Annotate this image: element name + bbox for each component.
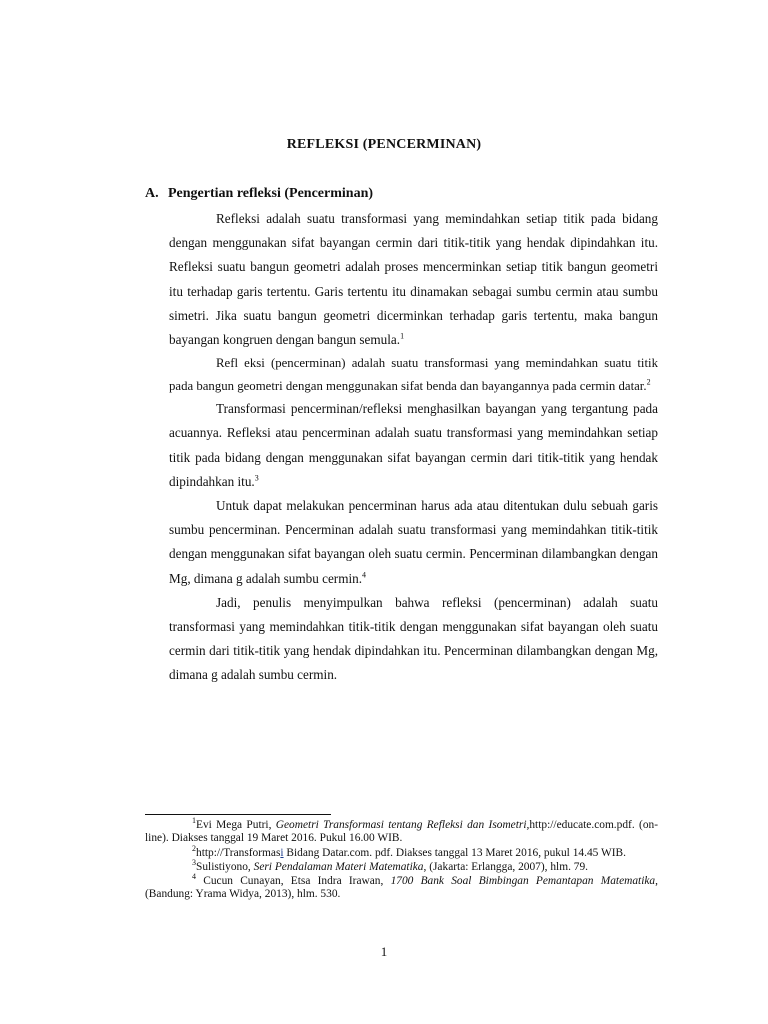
paragraph xyxy=(169,494,658,591)
footnote-ref: 3 xyxy=(254,473,259,483)
paragraph xyxy=(169,207,658,352)
section-heading xyxy=(145,186,373,202)
footnote-mark: 3 xyxy=(192,858,196,868)
footnote-author: Cucun Cunayan, Etsa Indra Irawan, xyxy=(203,875,384,888)
paragraph-text: Untuk dapat melakukan pencerminan harus ada atau ditentukan dulu sebuah garis sumbu pencerminan. Pencerminan adalah suatu transformasi yang memindahkan titik-titik dengan menggunakan sifat bayangan oleh suatu cermin. Pencerminan dilambangkan dengan Mg, dimana g adalah sumbu cermin. xyxy=(169,498,658,586)
paragraph xyxy=(169,397,658,494)
paragraph xyxy=(169,591,658,688)
body-text xyxy=(169,207,658,688)
footnote-rest: Bidang Datar.com. pdf. Diakses tanggal 13 Maret 2016, pukul 14.45 WIB. xyxy=(283,846,626,859)
footnote-mark: 4 xyxy=(192,872,196,882)
section-heading-text: Pengertian refleksi (Pencerminan) xyxy=(168,186,374,201)
footnote-ref: 1 xyxy=(400,331,405,341)
footnote-pre: http://Transformas xyxy=(196,846,281,859)
footnote-mark: 2 xyxy=(192,843,196,853)
document-title: REFLEKSI (PENCERMINAN) xyxy=(286,137,482,152)
paragraph-text: Refl eksi (pencerminan) adalah suatu transformasi yang memindahkan suatu titik pada bangun geometri dengan menggunakan sifat benda dan bayangannya pada cermin datar. xyxy=(169,356,658,393)
paragraph-text: Transformasi pencerminan/refleksi menghasilkan bayangan yang tergantung pada acuannya. Refleksi atau pencerminan adalah suatu transformasi yang memindahkan setiap titik pada bidang dengan menggunakan sifat bayangan cermin dari titik-titik yang hendak dipindahkan itu. xyxy=(169,401,658,489)
footnote-mark: 1 xyxy=(192,816,196,826)
footnote-separator xyxy=(145,814,331,815)
footnote-rest: http://educate.com.pdf. (on-line). Diakses tanggal 19 Maret 2016. Pukul 16.00 WIB. xyxy=(145,819,659,845)
section-number: A. xyxy=(145,186,159,201)
paragraph-text: Refleksi adalah suatu transformasi yang memindahkan setiap titik pada bidang dengan menggunakan sifat bayangan cermin dari titik-titik yang hendak dipindahkan itu. Refleksi suatu bangun geometri adalah proses mencerminkan setiap titik bangun geometri itu terhadap garis tertentu. Garis tertentu itu dinamakan sebagai sumbu cermin atau sumbu simetri. Jika suatu bangun geometri dicerminkan terhadap garis tertentu, maka bangun bayangan kongruen dengan bangun semula. xyxy=(169,211,658,348)
footnote-book: Seri Pendalaman Materi Matematika xyxy=(253,860,424,873)
footnote-rest: , (Bandung: Yrama Widya, 2013), hlm. 530. xyxy=(145,875,658,901)
footnote-ref: 2 xyxy=(646,377,651,387)
footnote xyxy=(145,816,659,846)
footnote xyxy=(145,858,658,874)
footnote xyxy=(145,872,658,902)
footnote-author: Sulistiyono, xyxy=(196,860,251,873)
footnote-link[interactable]: i xyxy=(280,846,284,859)
footnote-rest: , (Jakarta: Erlangga, 2007), hlm. 79. xyxy=(423,860,589,873)
footnotes xyxy=(145,816,659,903)
paragraph-text: Jadi, penulis menyimpulkan bahwa refleksi (pencerminan) adalah suatu transformasi yang memindahkan titik-titik dengan menggunakan sifat bayangan oleh suatu cermin dari titik-titik yang hendak dipindahkan itu. Pencerminan dilambangkan dengan Mg, dimana g adalah sumbu cermin. xyxy=(169,594,658,683)
paragraph xyxy=(169,352,658,397)
footnote xyxy=(145,843,658,860)
footnote-ref: 4 xyxy=(362,570,367,580)
page-number: 1 xyxy=(380,944,388,959)
footnote-author: Evi Mega Putri, xyxy=(196,819,272,831)
footnote-book: 1700 Bank Soal Bimbingan Pemantapan Matematika xyxy=(390,875,656,888)
footnote-book: Geometri Transformasi tentang Refleksi dan Isometri, xyxy=(275,819,530,831)
